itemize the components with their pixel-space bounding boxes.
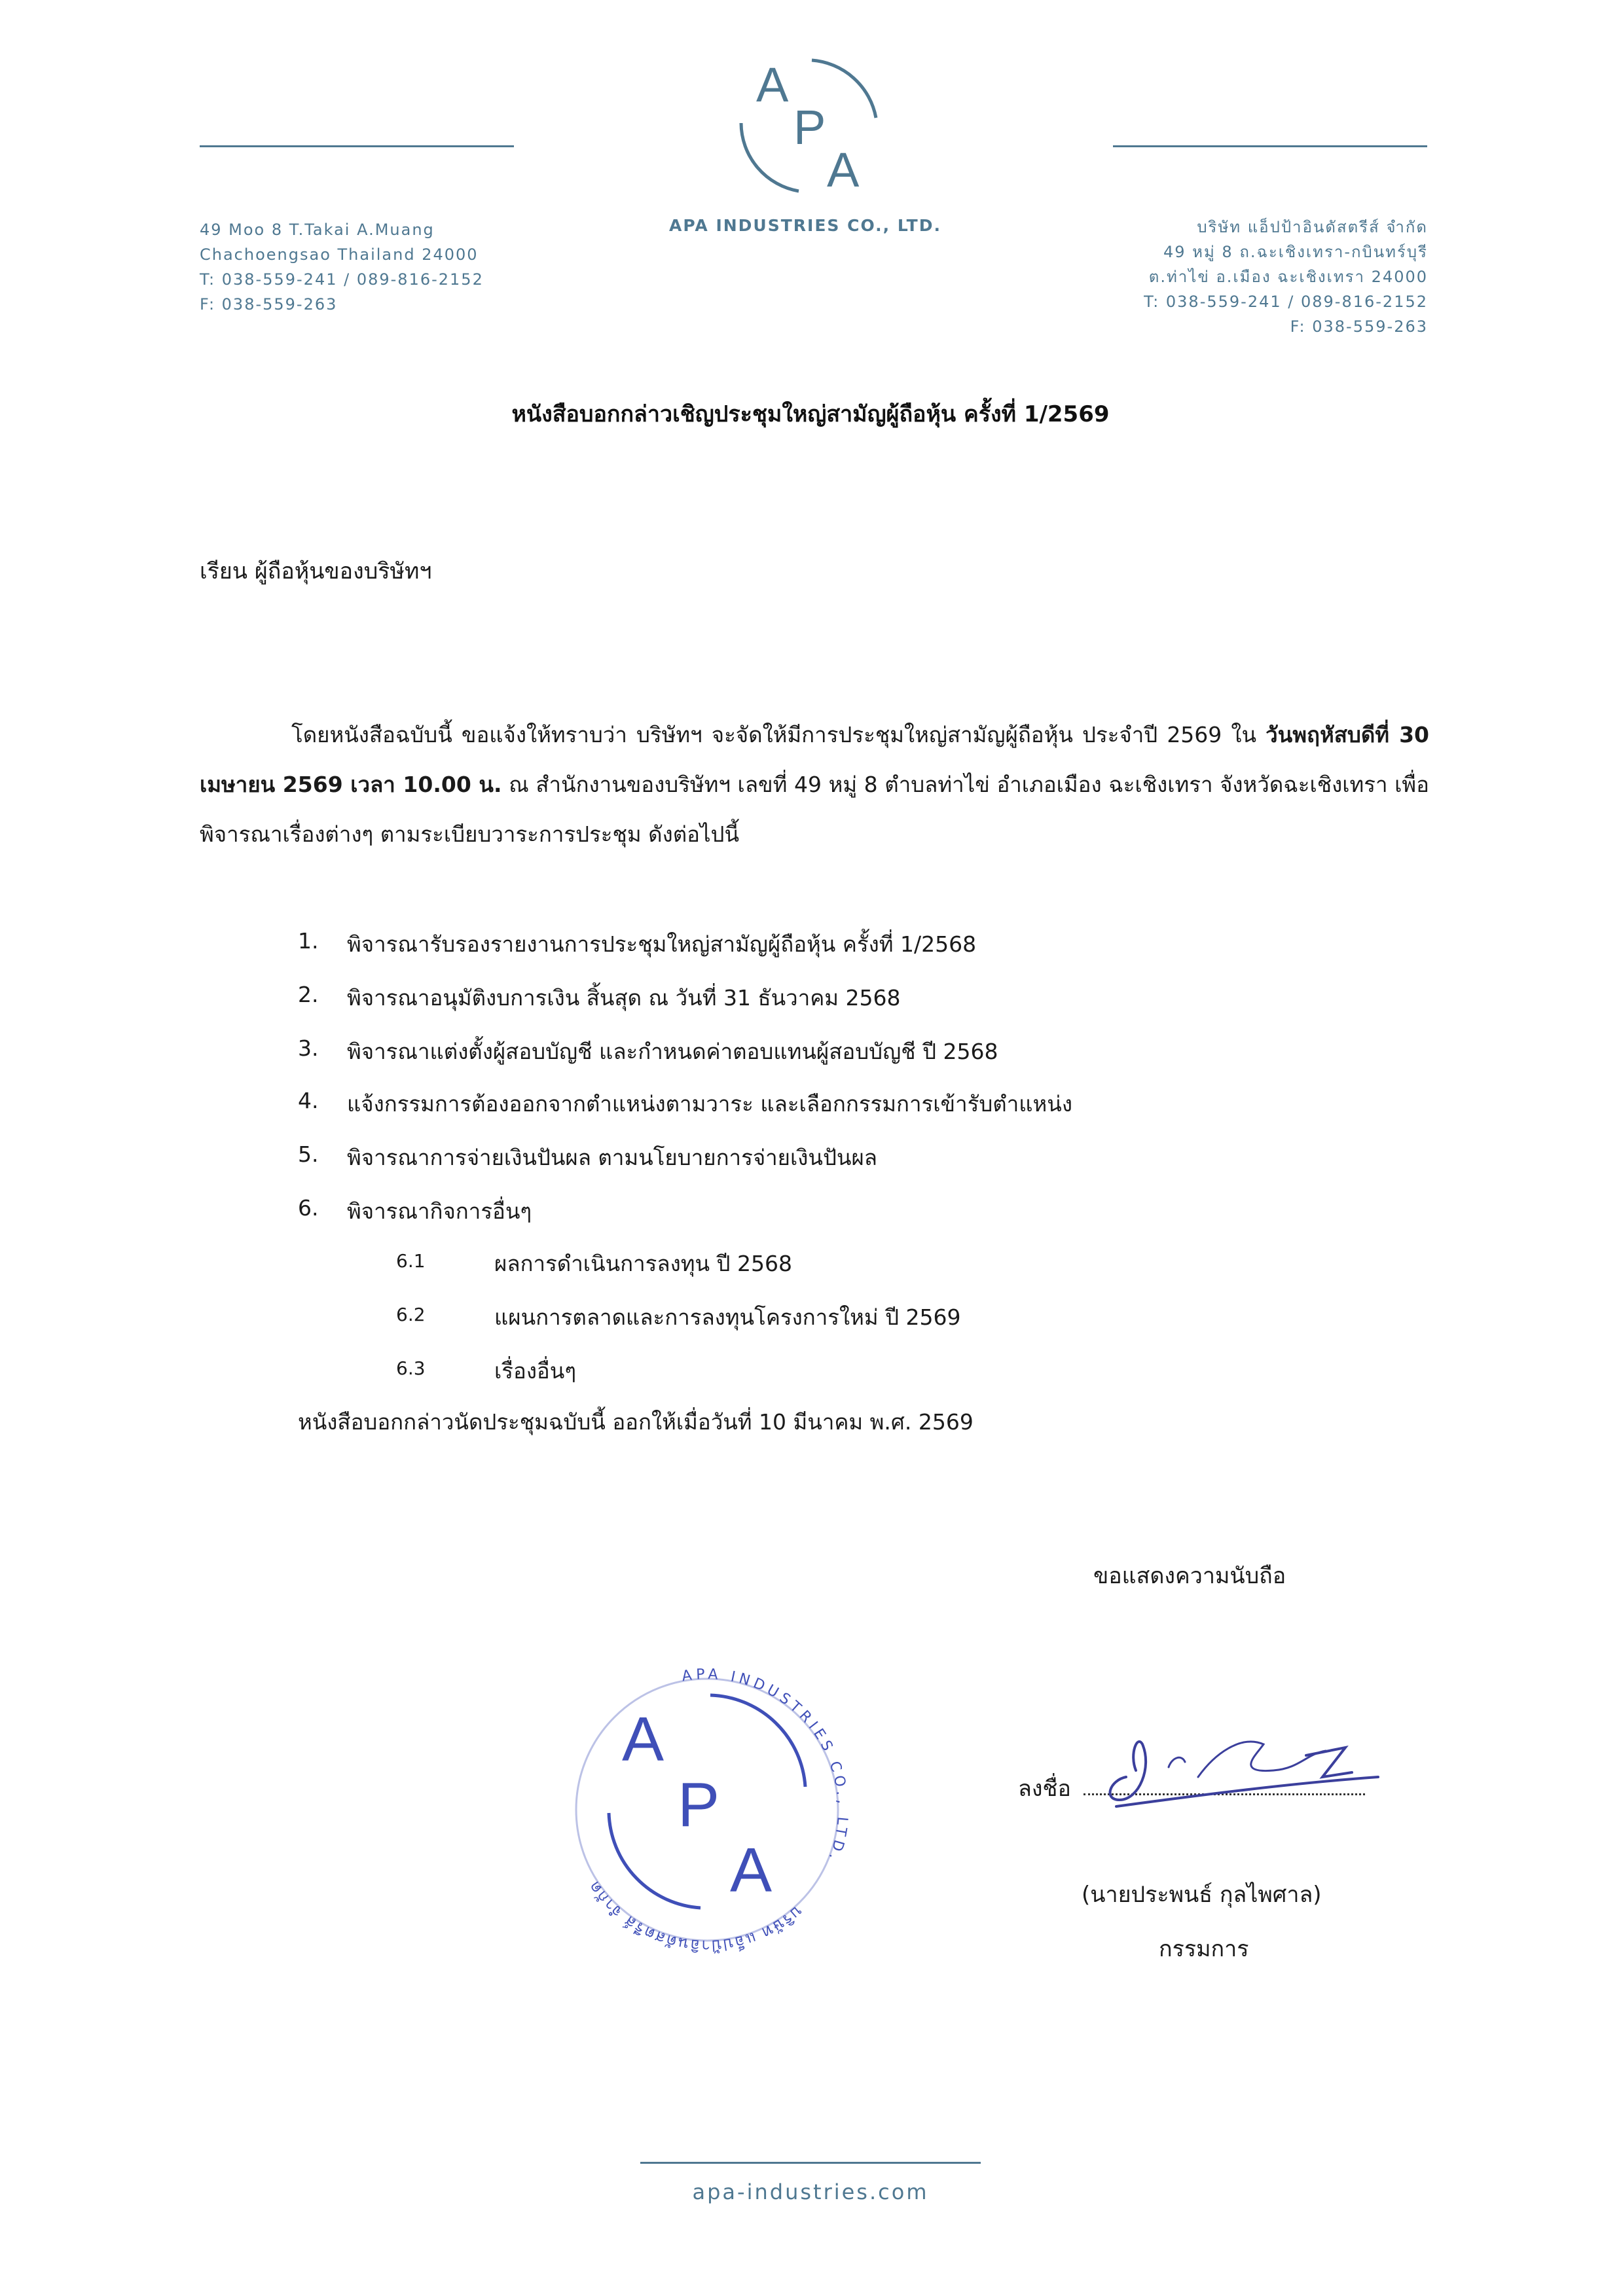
address-th-fax: F: 038-559-263	[1290, 317, 1428, 336]
company-stamp	[553, 1656, 861, 1964]
address-th-company: บริษัท แอ็ปป้าอินดัสตรีส์ จำกัด	[1197, 218, 1428, 236]
footer-website: apa-industries.com	[692, 2179, 929, 2204]
sub-agenda-item: ผลการดำเนินการลงทุน ปี 2568	[494, 1251, 792, 1276]
intro-text-1: โดยหนังสือฉบับนี้ ขอแจ้งให้ทราบว่า บริษัทฯ จะจัดให้มีการประชุมใหญ่สามัญผู้ถือหุ้น ประจำปี 2569 ใน	[291, 722, 1257, 747]
company-name-en: APA INDUSTRIES CO., LTD.	[669, 216, 941, 235]
agenda-item: พิจารณากิจการอื่นๆ	[347, 1198, 532, 1224]
logo-letter-a-bottom: A	[827, 143, 860, 197]
logo-letter-a-top: A	[756, 58, 789, 112]
stamp-letter-p: P	[678, 1770, 720, 1840]
agenda-num: 4.	[298, 1088, 319, 1113]
agenda-item: พิจารณาการจ่ายเงินปันผล ตามนโยบายการจ่ายเงินปันผล	[347, 1145, 878, 1170]
sub-agenda-num: 6.2	[396, 1304, 426, 1325]
agenda-num: 3.	[298, 1035, 319, 1061]
signer-name: (นายประพนธ์ กุลไพศาล)	[1082, 1882, 1322, 1908]
address-en-phone: T: 038-559-241 / 089-816-2152	[200, 270, 484, 289]
issue-statement: หนังสือบอกกล่าวนัดประชุมฉบับนี้ ออกให้เมื่อวันที่ 10 มีนาคม พ.ศ. 2569	[298, 1409, 974, 1435]
stamp-letter-a-top: A	[622, 1704, 665, 1774]
stamp-text-en: APA INDUSTRIES CO., LTD.	[680, 1666, 851, 1866]
address-th-phone: T: 038-559-241 / 089-816-2152	[1144, 293, 1428, 311]
agenda-item: แจ้งกรรมการต้องออกจากตำแหน่งตามวาระ และเลือกกรรมการเข้ารับตำแหน่ง	[347, 1091, 1072, 1117]
closing: ขอแสดงความนับถือ	[1093, 1563, 1286, 1589]
sub-agenda-item: เรื่องอื่นๆ	[494, 1358, 577, 1384]
letter-title: หนังสือบอกกล่าวเชิญประชุมใหญ่สามัญผู้ถือหุ้น ครั้งที่ 1/2569	[511, 401, 1110, 427]
sign-label: ลงชื่อ	[1018, 1776, 1071, 1802]
intro-text-2: ณ สำนักงานของบริษัทฯ เลขที่ 49 หมู่ 8 ตำบลท่าไข่ อำเภอเมือง ฉะเชิงเทรา จังหวัดฉะเชิงเทรา เพื่อพิจารณาเรื่องต่างๆ ตามระเบียบวาระการประชุม ดังต่อไปนี้	[200, 772, 1429, 847]
footer-rule	[640, 2162, 981, 2164]
signature-image	[1090, 1715, 1398, 1820]
meeting-datetime: วันพฤหัสบดีที่ 30 เมษายน 2569 เวลา 10.00 น.	[200, 722, 1430, 797]
address-en	[200, 217, 484, 317]
sub-agenda-num: 6.3	[396, 1357, 426, 1379]
agenda-item: พิจารณาแต่งตั้งผู้สอบบัญชี และกำหนดค่าตอบแทนผู้สอบบัญชี ปี 2568	[347, 1039, 998, 1064]
logo-letter-p: P	[793, 100, 826, 154]
address-th	[1144, 215, 1428, 339]
address-en-line-2: Chachoengsao Thailand 24000	[200, 245, 479, 264]
agenda-num: 6.	[298, 1195, 319, 1221]
salutation: เรียน ผู้ถือหุ้นของบริษัทฯ	[200, 558, 432, 584]
address-en-line-1: 49 Moo 8 T.Takai A.Muang	[200, 221, 435, 239]
stamp-text-th: บริษัท แอ็ปป้าอินดัสตรีส์ จำกัด	[584, 1876, 807, 1956]
agenda-num: 2.	[298, 982, 319, 1007]
address-en-fax: F: 038-559-263	[200, 295, 338, 314]
sub-agenda-num: 6.1	[396, 1250, 426, 1272]
agenda-num: 5.	[298, 1141, 319, 1167]
header-rule-left	[200, 145, 514, 147]
sub-agenda-item: แผนการตลาดและการลงทุนโครงการใหม่ ปี 2569	[494, 1304, 961, 1330]
company-logo	[720, 46, 897, 203]
address-th-line-2: ต.ท่าไข่ อ.เมือง ฉะเชิงเทรา 24000	[1148, 268, 1428, 286]
header-rule-right	[1113, 145, 1427, 147]
agenda-item: พิจารณารับรองรายงานการประชุมใหญ่สามัญผู้ถือหุ้น ครั้งที่ 1/2568	[347, 931, 977, 957]
stamp-letter-a-bottom: A	[730, 1835, 773, 1905]
address-th-line-1: 49 หมู่ 8 ถ.ฉะเชิงเทรา-กบินทร์บุรี	[1163, 243, 1428, 261]
intro-paragraph	[200, 710, 1429, 859]
signer-title: กรรมการ	[1159, 1936, 1249, 1962]
agenda-item: พิจารณาอนุมัติงบการเงิน สิ้นสุด ณ วันที่ 31 ธันวาคม 2568	[347, 985, 901, 1011]
agenda-num: 1.	[298, 928, 319, 954]
